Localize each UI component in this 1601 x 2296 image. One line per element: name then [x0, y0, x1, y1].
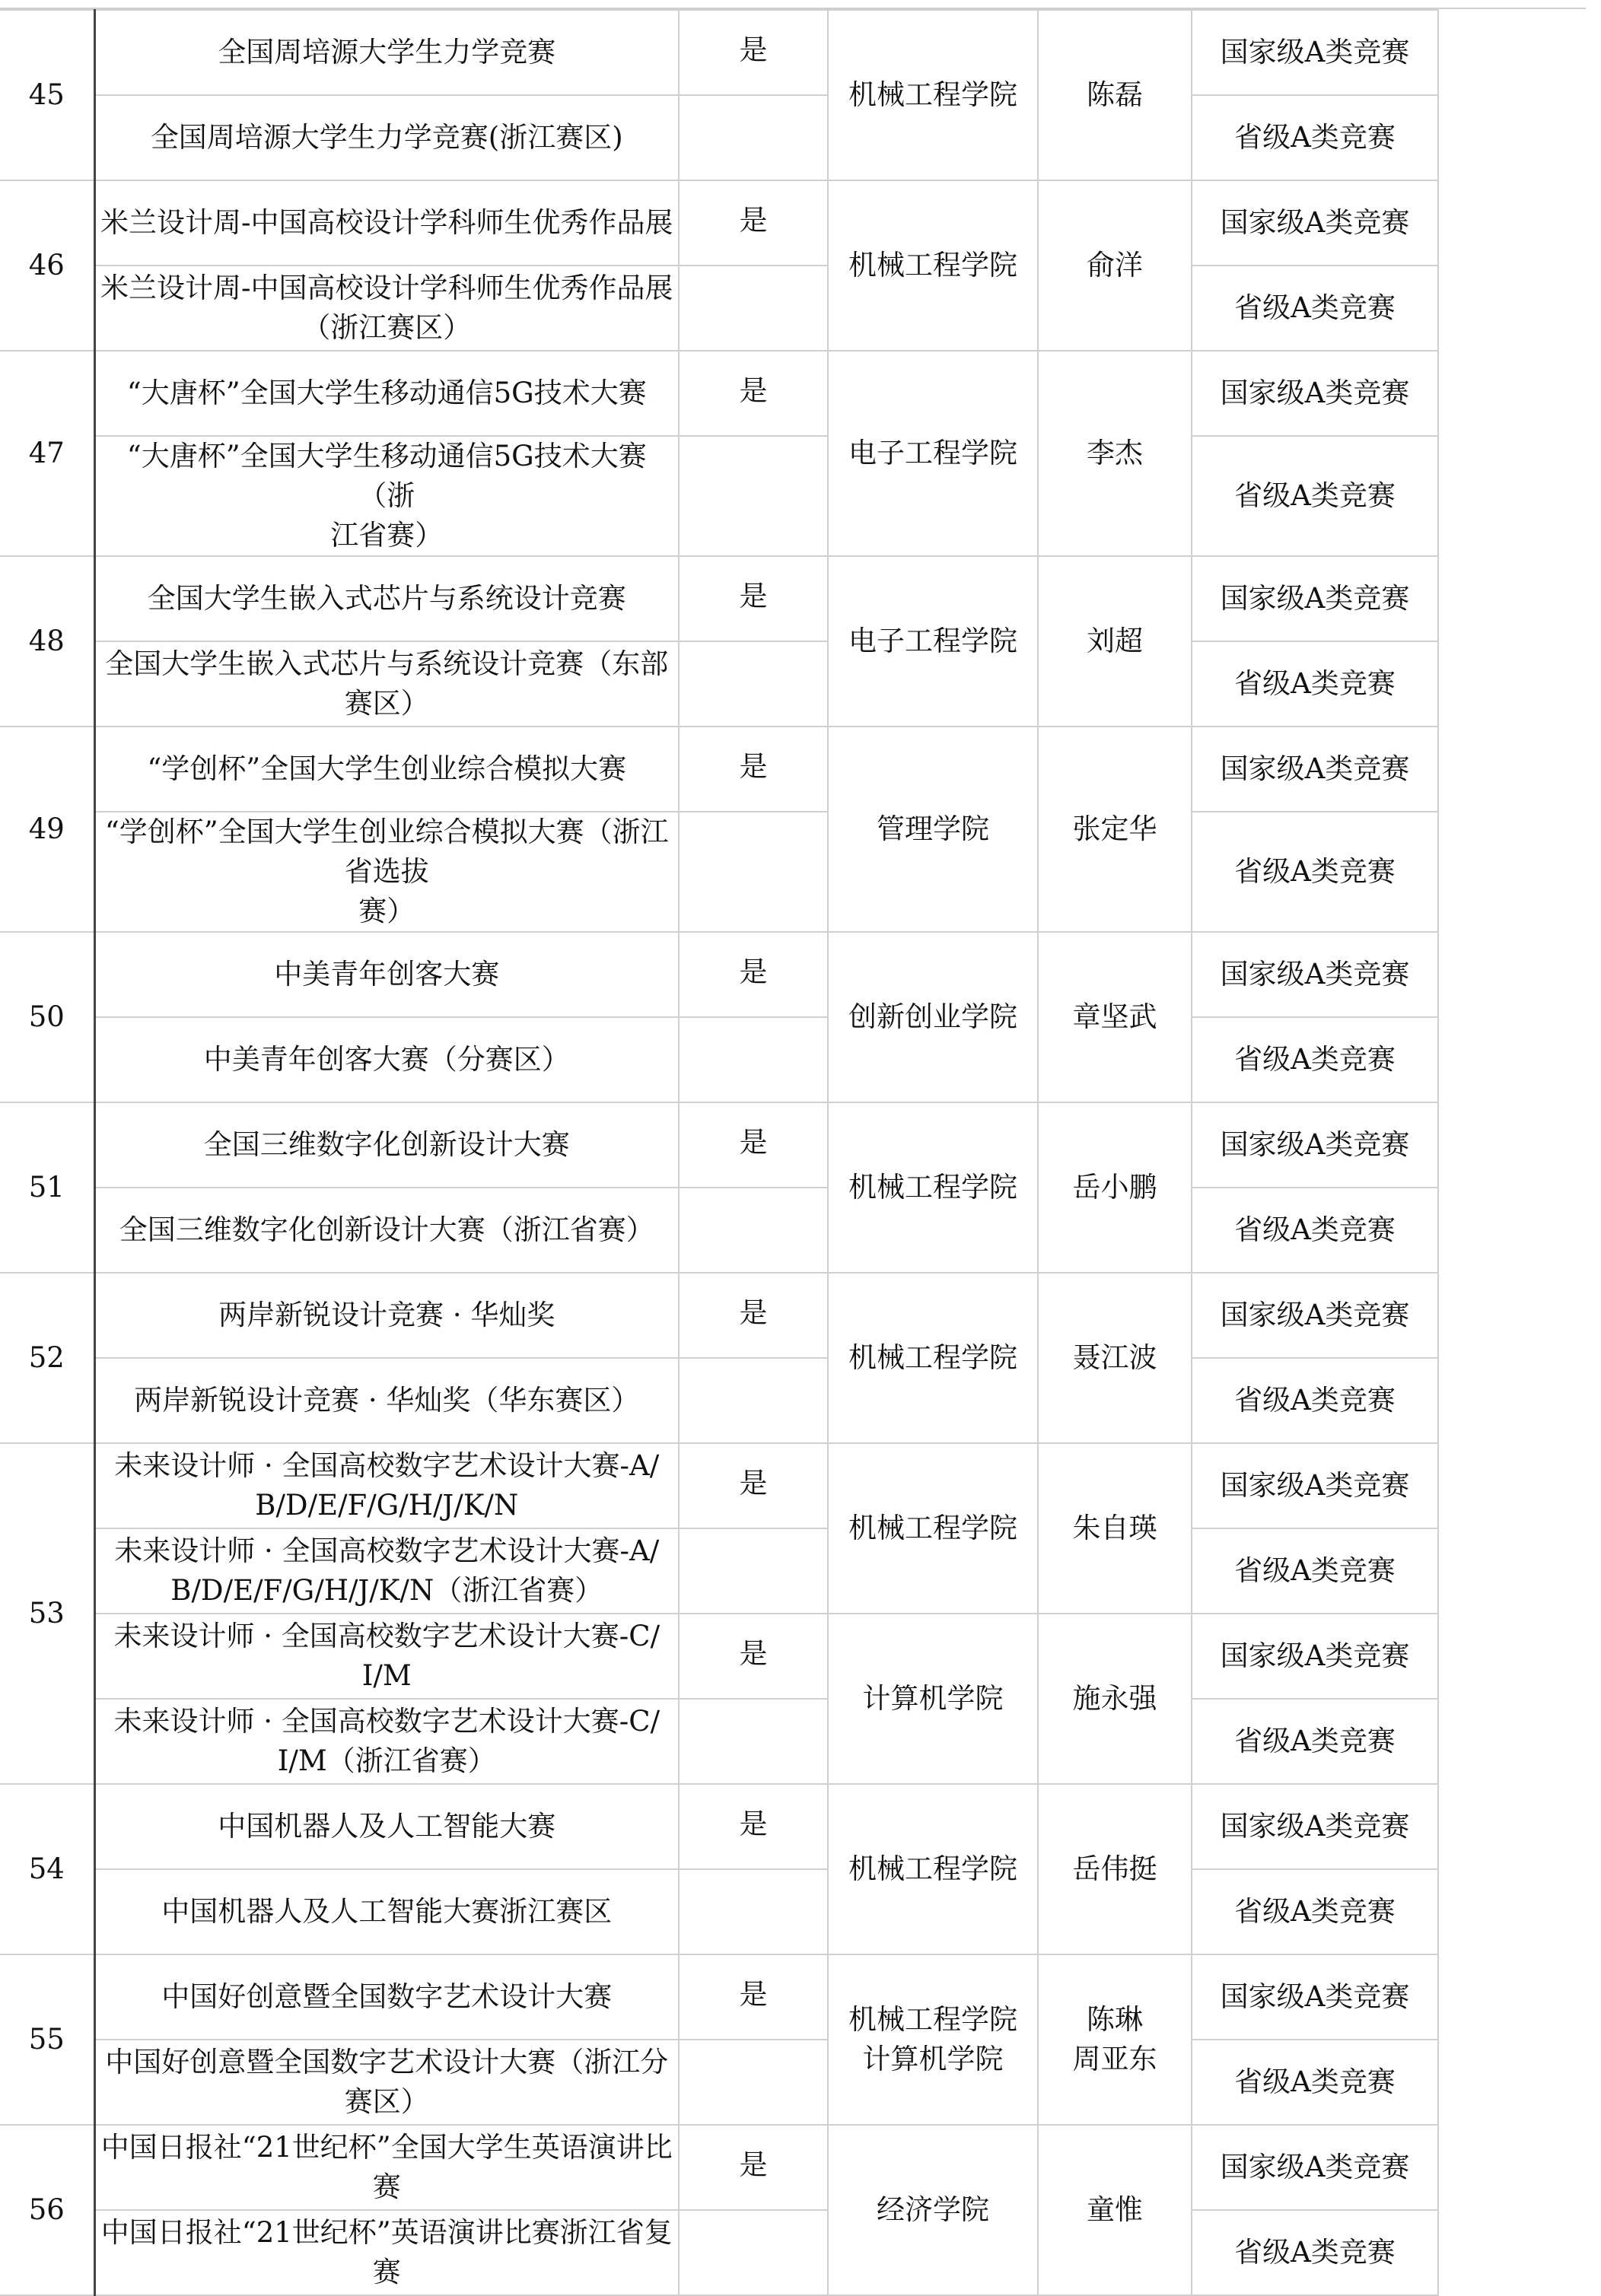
certificate-flag: 是 [679, 1102, 828, 1188]
certificate-flag-empty [679, 1017, 828, 1102]
certificate-flag: 是 [679, 1614, 828, 1699]
certificate-flag: 是 [679, 351, 828, 436]
table-row [0, 1443, 1586, 1528]
certificate-flag-empty [679, 1188, 828, 1273]
competition-name: 中国好创意暨全国数字艺术设计大赛（浙江分赛区） [94, 2040, 679, 2125]
organizing-college: 机械工程学院 计算机学院 [828, 1954, 1038, 2125]
competition-name [94, 812, 679, 932]
certificate-flag-empty [679, 436, 828, 556]
competition-name: 中美青年创客大赛（分赛区） [94, 1017, 679, 1102]
certificate-flag-empty [679, 2040, 828, 2125]
name-line: 江省赛） [330, 519, 444, 552]
table-row [0, 1188, 1586, 1273]
competition-level: 省级A类竞赛 [1192, 436, 1438, 556]
certificate-flag-empty [679, 1699, 828, 1784]
competition-level: 国家级A类竞赛 [1192, 1102, 1438, 1188]
competition-name: 中国日报社“21世纪杯”英语演讲比赛浙江省复赛 [94, 2210, 679, 2295]
certificate-flag-empty [679, 641, 828, 727]
competition-name: 米兰设计周-中国高校设计学科师生优秀作品展 [94, 180, 679, 266]
competition-name [94, 1443, 679, 1528]
certificate-flag-empty [679, 2210, 828, 2295]
row-number: 55 [0, 1954, 94, 2125]
person-in-charge: 俞洋 [1038, 180, 1192, 351]
certificate-flag: 是 [679, 180, 828, 266]
name-line: “大唐杯”全国大学生移动通信5G技术大赛（浙 [126, 440, 647, 512]
competition-level: 国家级A类竞赛 [1192, 180, 1438, 266]
competition-level: 国家级A类竞赛 [1192, 10, 1438, 95]
competition-name: 全国周培源大学生力学竞赛 [94, 10, 679, 95]
table-row [0, 1017, 1586, 1102]
competition-name [94, 1614, 679, 1699]
competition-level: 省级A类竞赛 [1192, 1699, 1438, 1784]
competition-level: 国家级A类竞赛 [1192, 2125, 1438, 2210]
organizing-college: 电子工程学院 [828, 351, 1038, 556]
certificate-flag: 是 [679, 1784, 828, 1869]
table-row [0, 1869, 1586, 1954]
competition-level: 省级A类竞赛 [1192, 1017, 1438, 1102]
row-number: 46 [0, 180, 94, 351]
table-row [0, 180, 1586, 266]
competition-name: 全国大学生嵌入式芯片与系统设计竞赛（东部赛区） [94, 641, 679, 727]
organizing-college: 机械工程学院 [828, 1102, 1038, 1273]
organizing-college: 计算机学院 [828, 1614, 1038, 1784]
certificate-flag-empty [679, 266, 828, 351]
competition-level: 国家级A类竞赛 [1192, 727, 1438, 812]
person-in-charge: 聂江波 [1038, 1273, 1192, 1443]
row-number: 51 [0, 1102, 94, 1273]
competition-name [94, 436, 679, 556]
table-row [0, 1273, 1586, 1358]
row-number: 47 [0, 351, 94, 556]
organizing-college: 管理学院 [828, 727, 1038, 932]
table-row [0, 932, 1586, 1017]
person-in-charge: 章坚武 [1038, 932, 1192, 1102]
organizing-college: 机械工程学院 [828, 1443, 1038, 1614]
certificate-flag: 是 [679, 1443, 828, 1528]
name-line: 未来设计师 · 全国高校数字艺术设计大赛-A/ [114, 1449, 660, 1482]
row-number: 56 [0, 2125, 94, 2295]
person-in-charge: 岳伟挺 [1038, 1784, 1192, 1954]
competition-name: 中国好创意暨全国数字艺术设计大赛 [94, 1954, 679, 2040]
table-row [0, 727, 1586, 812]
certificate-flag: 是 [679, 727, 828, 812]
table-row [0, 556, 1586, 641]
person-in-charge: 陈磊 [1038, 10, 1192, 180]
competition-level: 省级A类竞赛 [1192, 1869, 1438, 1954]
competition-level: 省级A类竞赛 [1192, 812, 1438, 932]
organizing-college: 机械工程学院 [828, 10, 1038, 180]
competition-level: 省级A类竞赛 [1192, 266, 1438, 351]
competition-name: 中美青年创客大赛 [94, 932, 679, 1017]
competition-level: 省级A类竞赛 [1192, 1528, 1438, 1614]
competition-name: 全国周培源大学生力学竞赛(浙江赛区) [94, 95, 679, 180]
table-row [0, 2210, 1586, 2295]
name-line: “学创杯”全国大学生创业综合模拟大赛（浙江省选拔 [104, 816, 669, 888]
person-in-charge: 施永强 [1038, 1614, 1192, 1784]
certificate-flag-empty [679, 1869, 828, 1954]
table-row [0, 1784, 1586, 1869]
row-number: 53 [0, 1443, 94, 1784]
table-body [0, 10, 1586, 2295]
name-line: B/D/E/F/G/H/J/K/N（浙江省赛） [170, 1574, 603, 1607]
person-in-charge: 朱自瑛 [1038, 1443, 1192, 1614]
competition-level: 国家级A类竞赛 [1192, 1784, 1438, 1869]
competition-name: 全国三维数字化创新设计大赛（浙江省赛） [94, 1188, 679, 1273]
competition-name: 中国日报社“21世纪杯”全国大学生英语演讲比赛 [94, 2125, 679, 2210]
name-line: 未来设计师 · 全国高校数字艺术设计大赛-C/ [113, 1705, 660, 1738]
certificate-flag: 是 [679, 932, 828, 1017]
certificate-flag-empty [679, 1528, 828, 1614]
competition-name: 两岸新锐设计竞赛 · 华灿奖 [94, 1273, 679, 1358]
row-number: 45 [0, 10, 94, 180]
table-row [0, 2040, 1586, 2125]
competition-level: 国家级A类竞赛 [1192, 1443, 1438, 1528]
name-line: 未来设计师 · 全国高校数字艺术设计大赛-A/ [114, 1534, 660, 1567]
organizing-college: 机械工程学院 [828, 180, 1038, 351]
competition-name: 米兰设计周-中国高校设计学科师生优秀作品展（浙江赛区） [94, 266, 679, 351]
competition-name [94, 1528, 679, 1614]
certificate-flag: 是 [679, 556, 828, 641]
person-in-charge: 岳小鹏 [1038, 1102, 1192, 1273]
certificate-flag-empty [679, 95, 828, 180]
table-row [0, 95, 1586, 180]
competition-name [94, 1699, 679, 1784]
certificate-flag: 是 [679, 1954, 828, 2040]
table-row [0, 436, 1586, 556]
table-row [0, 2125, 1586, 2210]
organizing-college: 机械工程学院 [828, 1273, 1038, 1443]
competition-name: 两岸新锐设计竞赛 · 华灿奖（华东赛区） [94, 1358, 679, 1443]
organizing-college: 经济学院 [828, 2125, 1038, 2295]
person-in-charge: 陈琳 周亚东 [1038, 1954, 1192, 2125]
name-line: 未来设计师 · 全国高校数字艺术设计大赛-C/ [113, 1620, 660, 1652]
table-row [0, 1528, 1586, 1614]
table-row [0, 641, 1586, 727]
competition-level: 国家级A类竞赛 [1192, 1954, 1438, 2040]
name-line: I/M（浙江省赛） [277, 1744, 496, 1777]
competition-name: “学创杯”全国大学生创业综合模拟大赛 [94, 727, 679, 812]
competition-name: 全国大学生嵌入式芯片与系统设计竞赛 [94, 556, 679, 641]
row-number: 48 [0, 556, 94, 727]
competition-level: 国家级A类竞赛 [1192, 1614, 1438, 1699]
organizing-college: 电子工程学院 [828, 556, 1038, 727]
certificate-flag-empty [679, 1358, 828, 1443]
competition-name: 全国三维数字化创新设计大赛 [94, 1102, 679, 1188]
competition-level: 国家级A类竞赛 [1192, 932, 1438, 1017]
competition-name: 中国机器人及人工智能大赛浙江赛区 [94, 1869, 679, 1954]
competition-level: 省级A类竞赛 [1192, 2040, 1438, 2125]
row-number: 50 [0, 932, 94, 1102]
table-row [0, 1358, 1586, 1443]
row-number: 49 [0, 727, 94, 932]
row-number: 54 [0, 1784, 94, 1954]
table-row [0, 1954, 1586, 2040]
person-in-charge: 童惟 [1038, 2125, 1192, 2295]
certificate-flag: 是 [679, 2125, 828, 2210]
table-row [0, 351, 1586, 436]
competition-name: “大唐杯”全国大学生移动通信5G技术大赛 [94, 351, 679, 436]
table-row [0, 1614, 1586, 1699]
certificate-flag: 是 [679, 1273, 828, 1358]
competition-level: 省级A类竞赛 [1192, 2210, 1438, 2295]
organizing-college: 机械工程学院 [828, 1784, 1038, 1954]
competition-level: 国家级A类竞赛 [1192, 556, 1438, 641]
table-row [0, 1699, 1586, 1784]
competition-level: 国家级A类竞赛 [1192, 351, 1438, 436]
table-row [0, 10, 1586, 95]
name-line: 赛） [358, 895, 415, 927]
competition-level: 省级A类竞赛 [1192, 641, 1438, 727]
certificate-flag-empty [679, 812, 828, 932]
table-row [0, 812, 1586, 932]
person-in-charge: 刘超 [1038, 556, 1192, 727]
name-line: B/D/E/F/G/H/J/K/N [255, 1489, 519, 1522]
row-number: 52 [0, 1273, 94, 1443]
competition-table [0, 9, 1586, 2296]
certificate-flag: 是 [679, 10, 828, 95]
competition-level: 国家级A类竞赛 [1192, 1273, 1438, 1358]
competition-level: 省级A类竞赛 [1192, 1358, 1438, 1443]
competition-level: 省级A类竞赛 [1192, 1188, 1438, 1273]
table-row [0, 1102, 1586, 1188]
table-row [0, 266, 1586, 351]
person-in-charge: 李杰 [1038, 351, 1192, 556]
name-line: I/M [361, 1659, 412, 1692]
organizing-college: 创新创业学院 [828, 932, 1038, 1102]
competition-level: 省级A类竞赛 [1192, 95, 1438, 180]
competition-name: 中国机器人及人工智能大赛 [94, 1784, 679, 1869]
person-in-charge: 张定华 [1038, 727, 1192, 932]
